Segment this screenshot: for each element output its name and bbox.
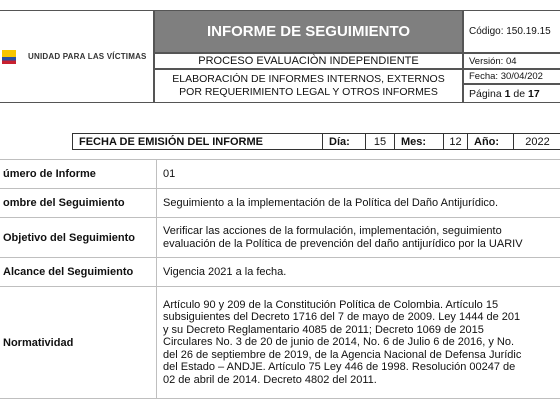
regulations-line: Circulares No. 3 de 20 de junio de 2014, No. 6 de Julio 6 de 2016, y No. xyxy=(163,336,515,349)
day-value: 15 xyxy=(366,134,395,149)
page-current: 1 xyxy=(504,87,511,100)
month-label: Mes: xyxy=(395,134,444,149)
regulations-line: del 26 de septiembre de 2019, de la Agencia Nacional de Defensa Jurídic xyxy=(163,348,522,361)
document-date xyxy=(463,69,560,84)
version-label: Versión: xyxy=(469,55,504,67)
page-indicator xyxy=(463,84,560,103)
page-total: 17 xyxy=(528,87,540,100)
table-row xyxy=(0,218,560,258)
regulations-line: del Estado – ANDJE. Artículo 75 Ley 446 de 1998. Resolución 00247 de xyxy=(163,361,516,374)
process-name: PROCESO EVALUACIÒN INDEPENDIENTE xyxy=(154,53,463,69)
code-value: 150.19.15 xyxy=(506,26,551,37)
table-row xyxy=(0,258,560,287)
date-value: 30/04/202 xyxy=(500,71,543,82)
objective-label: Objetivo del Seguimiento xyxy=(0,218,157,258)
scope-value: Vigencia 2021 a la fecha. xyxy=(157,258,560,287)
report-number-value: 01 xyxy=(157,160,560,189)
regulations-label: Normatividad xyxy=(0,287,157,399)
followup-name-label: ombre del Seguimiento xyxy=(0,189,157,218)
emission-date-row xyxy=(72,133,560,150)
elaboration-line-1: ELABORACIÓN DE INFORMES INTERNOS, EXTERNOS xyxy=(172,73,445,85)
header-logo-cell xyxy=(0,10,154,103)
document-version xyxy=(463,53,560,69)
document-code xyxy=(463,10,560,53)
colombia-flag-logo-icon xyxy=(2,50,16,64)
objective-line: evaluación de la Política de prevención del daño antijurídico por la UARIV xyxy=(163,237,523,250)
date-label: Fecha: xyxy=(469,71,499,82)
regulations-line: subsiguientes del Decreto 1716 del 7 de mayo de 2009. Ley 1444 de 201 xyxy=(163,311,521,324)
followup-name-value: Seguimiento a la implementación de la Política del Daño Antijurídico. xyxy=(157,189,560,218)
objective-value xyxy=(157,218,560,258)
report-title: INFORME DE SEGUIMIENTO xyxy=(154,10,463,53)
year-value: 2022 xyxy=(525,135,550,148)
code-label: Código: xyxy=(469,26,504,37)
elaboration-description xyxy=(154,69,463,103)
regulations-line: Artículo 90 y 209 de la Constitución Política de Colombia. Artículo 15 xyxy=(163,298,499,311)
emission-label: FECHA DE EMISIÓN DEL INFORME xyxy=(73,134,323,149)
year-label: Año: xyxy=(468,134,514,149)
day-label: Día: xyxy=(323,134,366,149)
month-value: 12 xyxy=(444,134,468,149)
logo-text: UNIDAD PARA LAS VÍCTIMAS xyxy=(28,52,147,61)
report-number-label: úmero de Informe xyxy=(0,160,157,189)
regulations-line: 02 de abril de 2014. Decreto 4802 del 2011. xyxy=(163,373,377,386)
page-label: Página xyxy=(469,87,502,100)
version-value: 04 xyxy=(505,55,517,67)
objective-line: Verificar las acciones de la formulación, implementación, seguimiento xyxy=(163,225,502,237)
scope-label: Alcance del Seguimiento xyxy=(0,258,157,287)
elaboration-line-2: POR REQUERIMIENTO LEGAL Y OTROS INFORMES xyxy=(179,86,438,98)
table-row xyxy=(0,189,560,218)
table-row xyxy=(0,287,560,399)
table-row xyxy=(0,160,560,189)
page-of: de xyxy=(513,87,526,100)
report-info-table xyxy=(0,159,560,399)
regulations-value xyxy=(157,287,560,399)
regulations-line: y su Decreto Reglamentario 4085 de 2011; Decreto 1069 de 2015 xyxy=(163,323,484,336)
